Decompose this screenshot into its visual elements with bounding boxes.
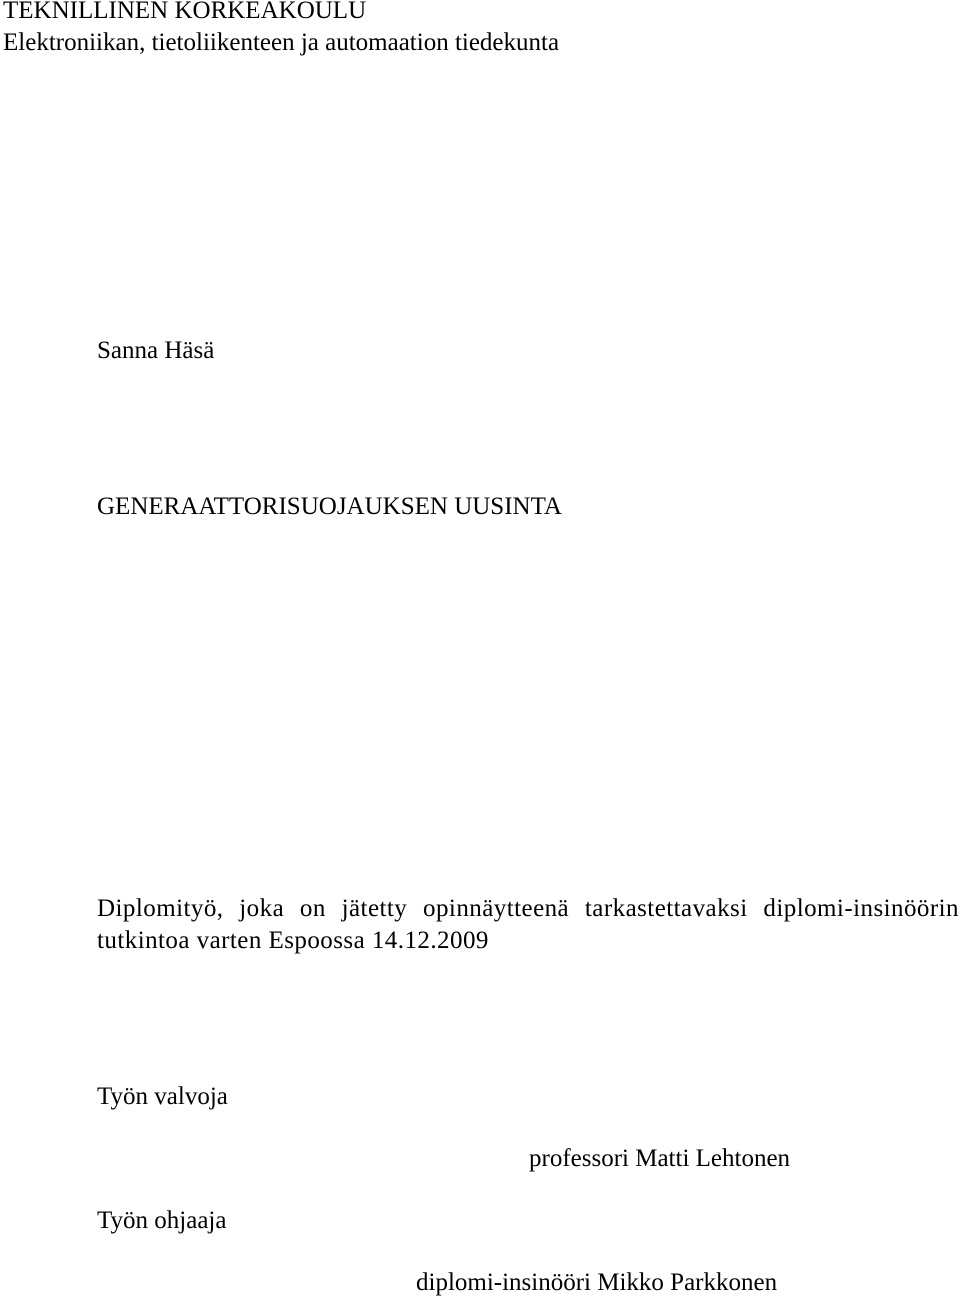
instructor-label: Työn ohjaaja bbox=[97, 1207, 227, 1234]
supervisor-name: professori Matti Lehtonen bbox=[529, 1145, 791, 1172]
statement-line-2: tutkintoa varten Espoossa 14.12.2009 bbox=[97, 927, 489, 954]
supervisor-label: Työn valvoja bbox=[97, 1083, 228, 1110]
thesis-title: GENERAATTORISUOJAUKSEN UUSINTA bbox=[97, 493, 562, 520]
university-name: TEKNILLINEN KORKEAKOULU bbox=[3, 0, 367, 24]
submission-statement bbox=[97, 893, 959, 957]
statement-line-1: Diplomityö, joka on jätetty opinnäytteenä tarkastettavaksi diplomi-insinöörin bbox=[97, 895, 959, 922]
instructor-name: diplomi-insinööri Mikko Parkkonen bbox=[416, 1269, 778, 1296]
author-name: Sanna Häsä bbox=[97, 337, 215, 364]
faculty-name: Elektroniikan, tietoliikenteen ja automaation tiedekunta bbox=[3, 29, 560, 56]
